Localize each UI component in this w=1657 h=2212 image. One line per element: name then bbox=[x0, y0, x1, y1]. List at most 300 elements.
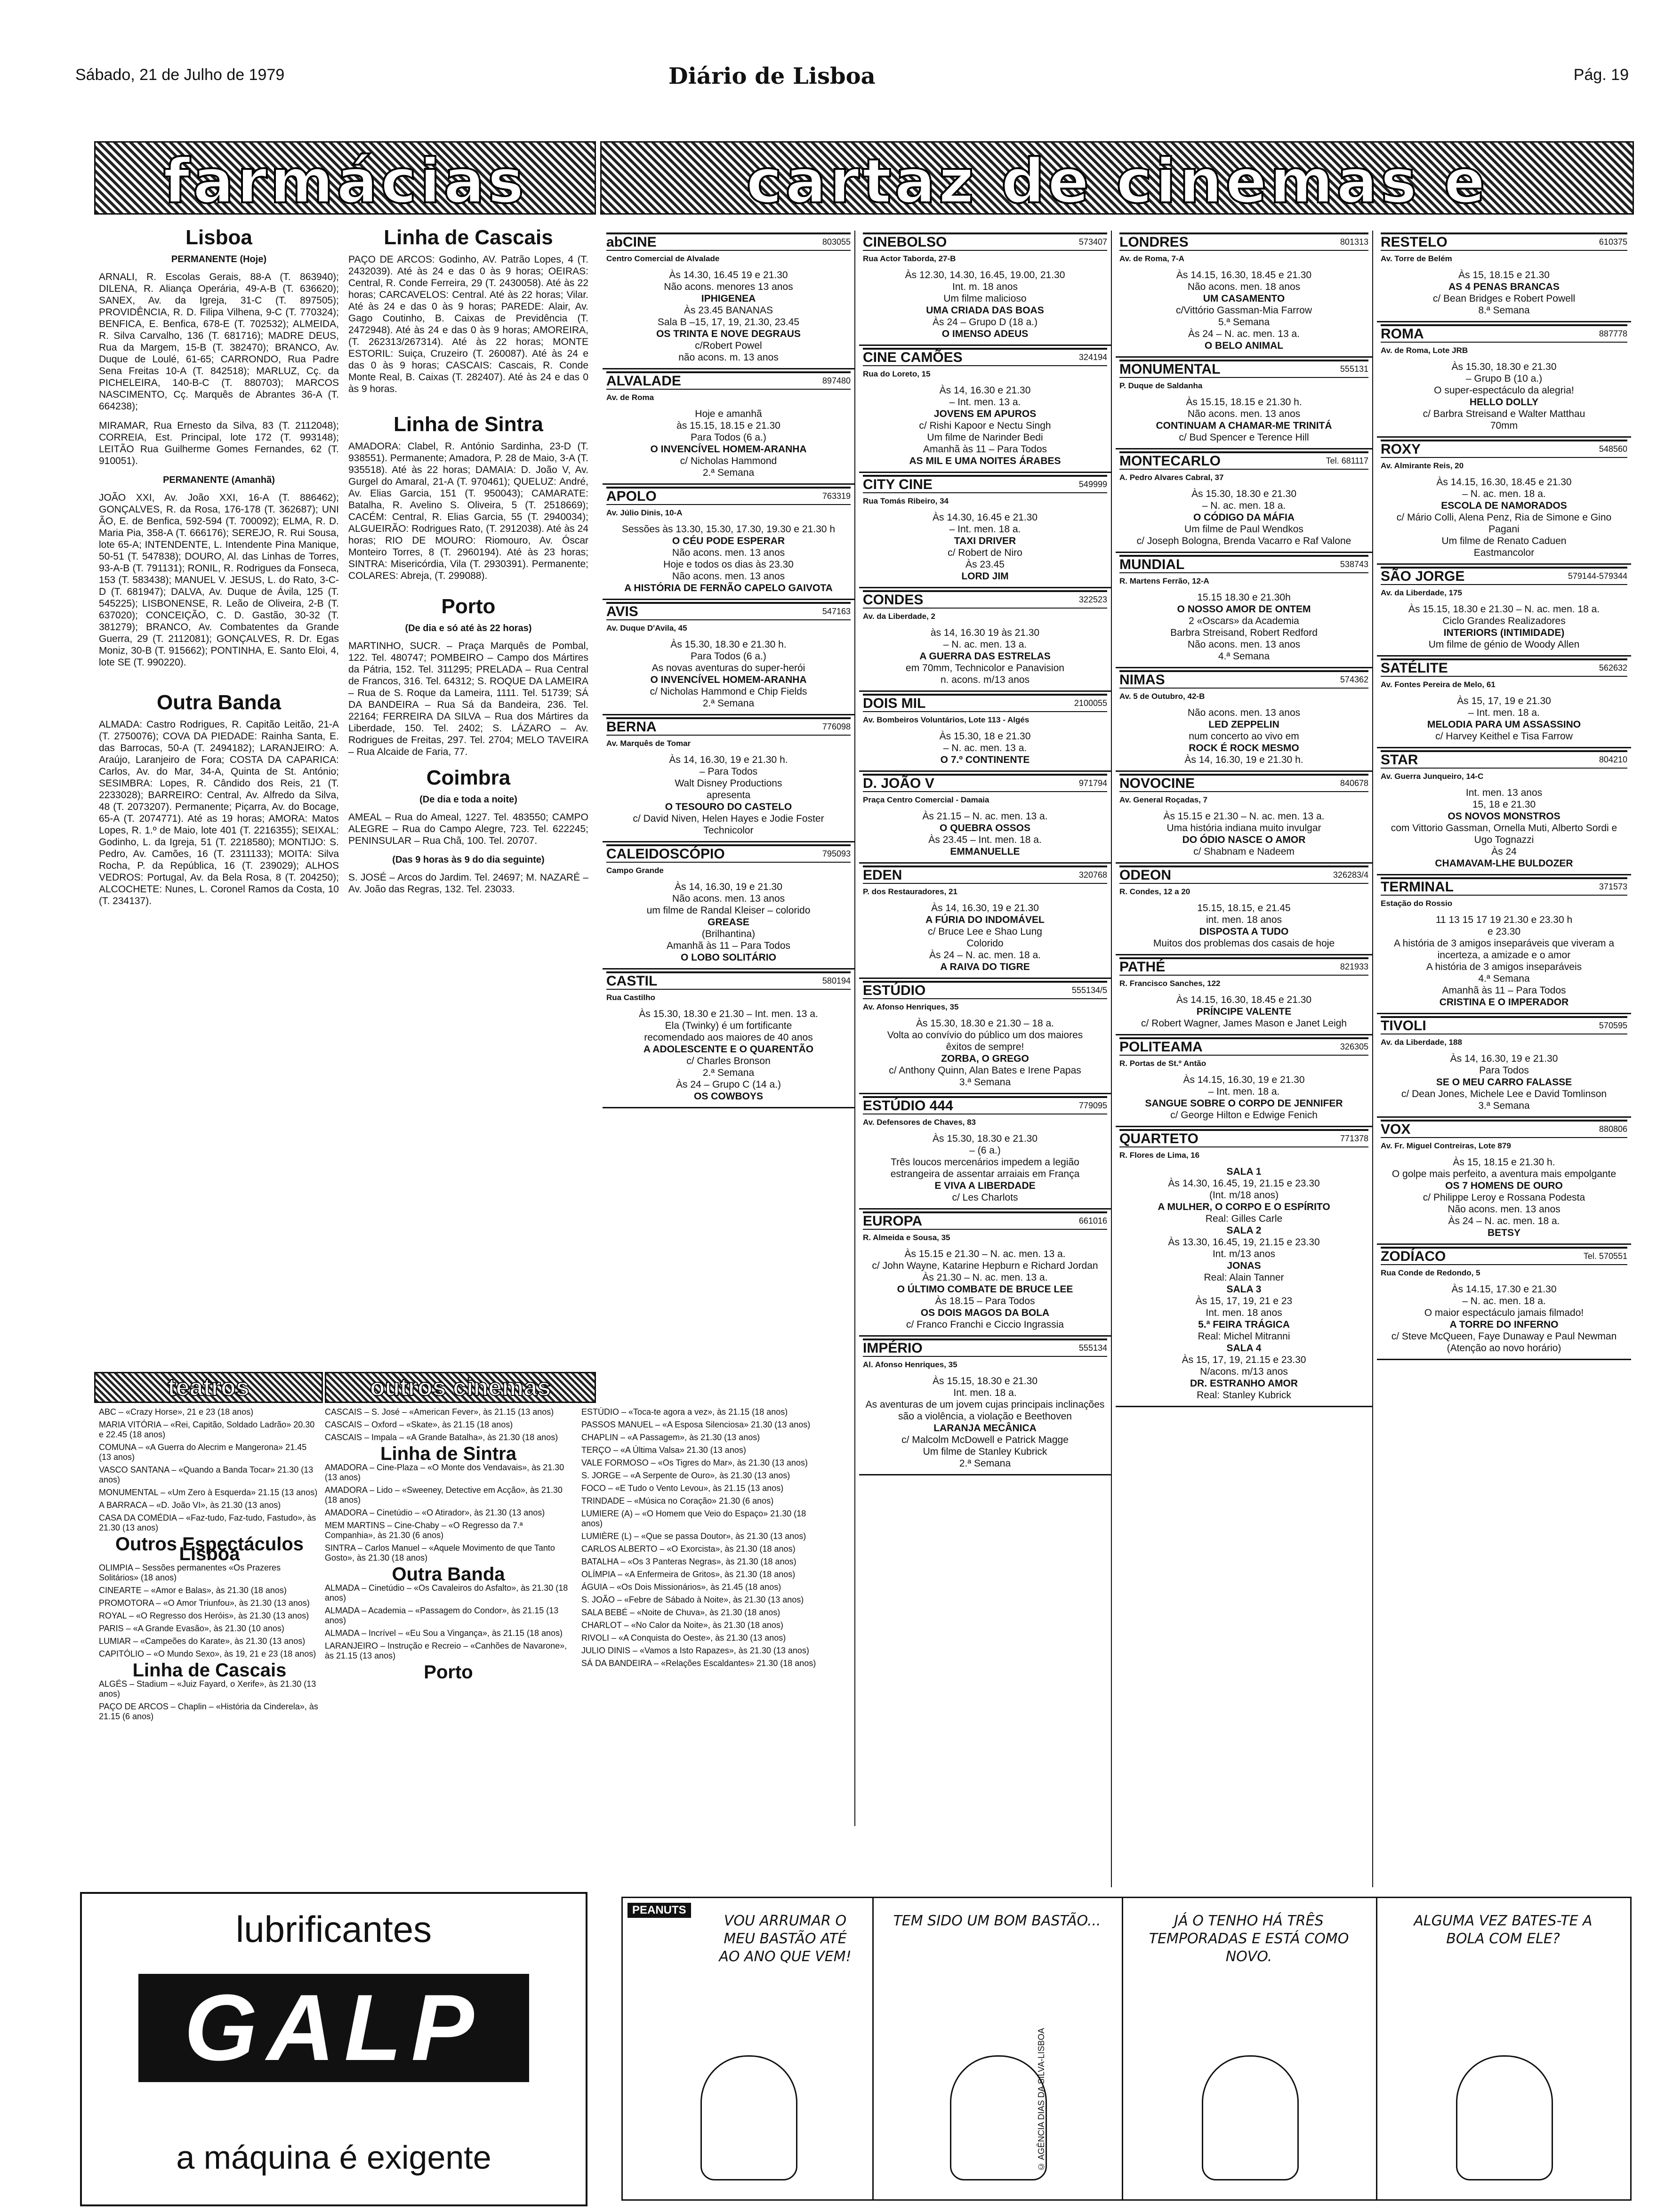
cinema-listing bbox=[603, 970, 854, 1108]
showtime-line: A história de 3 amigos inseparáveis bbox=[1426, 962, 1582, 972]
showtime-line: Muitos dos problemas dos casais de hoje bbox=[1153, 938, 1335, 949]
cinema-header bbox=[1119, 451, 1368, 470]
cinema-header bbox=[1119, 774, 1368, 792]
showtime-line: Às 15.30, 18.30 e 21.30 – 18 a. bbox=[916, 1018, 1054, 1029]
showtime-line: Um filme de Paul Wendkos bbox=[1184, 524, 1303, 535]
permanente-hoje: PERMANENTE (Hoje) bbox=[171, 254, 267, 264]
showtime-line: e 23.30 bbox=[1487, 926, 1521, 937]
cinema-listing bbox=[859, 692, 1111, 772]
showtime-line: 5.ª Semana bbox=[1218, 317, 1270, 328]
cinema-listing bbox=[859, 588, 1111, 692]
showtime-line: Às 14.30, 16.45 e 21.30 bbox=[932, 512, 1038, 523]
showtime-line: UMA CRIADA DAS BOAS bbox=[926, 305, 1044, 316]
lisboa-heading: Lisboa bbox=[185, 226, 252, 249]
cinema-phone: 2100055 bbox=[1074, 698, 1107, 708]
cinema-listing bbox=[1116, 1035, 1372, 1127]
cinema-name: EUROPA bbox=[863, 1213, 923, 1229]
cinema-phone: 661016 bbox=[1078, 1216, 1107, 1226]
lucy-figure bbox=[1456, 2055, 1553, 2180]
cinema-listing bbox=[859, 864, 1111, 979]
cinema-phone: 574362 bbox=[1340, 675, 1368, 684]
showtime-line: O CÓDIGO DA MÁFIA bbox=[1193, 512, 1295, 523]
cinema-header bbox=[1119, 670, 1368, 689]
cinema-name: AVIS bbox=[606, 604, 638, 619]
peanuts-comic-strip bbox=[621, 1897, 1632, 2201]
showtime-line: Int. men. 18 a. bbox=[953, 1387, 1017, 1398]
showtime-line: N/acons. m/13 anos bbox=[1200, 1366, 1288, 1377]
cinema-address: Av. General Roçadas, 7 bbox=[1119, 795, 1208, 804]
showtime-line: c/ Robert Wagner, James Mason e Janet Leigh bbox=[1141, 1018, 1347, 1029]
listing-item: SALA BEBÉ – «Noite de Chuva», às 21.30 (18 anos) bbox=[581, 1608, 780, 1617]
cinema-header bbox=[606, 844, 851, 863]
comic-panel-2 bbox=[872, 1898, 1123, 2199]
coimbra-heading: Coimbra bbox=[426, 766, 511, 789]
showtime-line: c/ Joseph Bologna, Brenda Vacarro e Raf Valone bbox=[1136, 536, 1351, 546]
cinema-address: Av. Júlio Dinis, 10-A bbox=[606, 508, 683, 517]
showtime-line: Às 15.30, 18.30 e 21.30 bbox=[1451, 361, 1557, 372]
cinema-listing bbox=[1116, 1127, 1372, 1407]
cinema-phone: 573407 bbox=[1078, 237, 1107, 247]
showtime-line: Não acons. men. 13 anos bbox=[672, 893, 785, 904]
cinema-address: Av. Torre de Belém bbox=[1381, 254, 1452, 263]
cinema-header bbox=[1119, 555, 1368, 573]
showtime-line: Para Todos (6 a.) bbox=[691, 651, 766, 662]
showtime-line: – (6 a.) bbox=[969, 1145, 1001, 1156]
cinema-header bbox=[1381, 1247, 1627, 1265]
showtime-line: BETSY bbox=[1487, 1227, 1520, 1238]
showtime-line: Às 23.45 – Int. men. 18 a. bbox=[928, 834, 1042, 845]
section-heading: Outros Espectáculos Lisboa bbox=[115, 1534, 304, 1564]
listing-item: JULIO DINIS – «Vamos a Isto Rapazes», às 21.30 (13 anos) bbox=[581, 1646, 809, 1655]
cinema-phone: 795093 bbox=[822, 849, 851, 858]
showtime-line: PRÍNCIPE VALENTE bbox=[1196, 1006, 1292, 1017]
cinema-header bbox=[863, 475, 1107, 493]
showtime-line: não acons. m. 13 anos bbox=[678, 352, 779, 363]
cinema-header bbox=[1119, 232, 1368, 251]
cinema-phone: 538743 bbox=[1340, 560, 1368, 569]
cinema-name: ROXY bbox=[1381, 441, 1421, 457]
cinema-header bbox=[606, 602, 851, 620]
listing-item: ÁGUIA – «Os Dois Missionários», às 21.45 (18 anos) bbox=[581, 1582, 781, 1592]
showtime-line: Não acons. men. 13 anos bbox=[672, 571, 785, 582]
cinema-header bbox=[863, 1338, 1107, 1357]
cinema-address: R. Portas de St.º Antão bbox=[1119, 1059, 1207, 1068]
cinema-name: CITY CINE bbox=[863, 477, 933, 492]
cartaz-banner: cartaz de cinemas e bbox=[600, 141, 1634, 215]
showtime-line: Real: Michel Mitranni bbox=[1198, 1331, 1290, 1342]
cinema-name: TIVOLI bbox=[1381, 1018, 1426, 1034]
charlie-brown-figure bbox=[1202, 2055, 1299, 2180]
listing-item: S. JORGE – «A Serpente de Ouro», às 21.30 (13 anos) bbox=[581, 1471, 790, 1480]
showtime-line: c/ Anthony Quinn, Alan Bates e Irene Papas bbox=[889, 1065, 1081, 1076]
showtime-line: Às 24 – Grupo C (14 a.) bbox=[676, 1079, 781, 1090]
cinema-name: MUNDIAL bbox=[1119, 557, 1185, 572]
showtime-line: Real: Alain Tanner bbox=[1204, 1272, 1284, 1283]
cinema-name: STAR bbox=[1381, 752, 1418, 768]
showtime-line: num concerto ao vivo em bbox=[1189, 731, 1299, 742]
showtime-line: Às 15, 18.15 e 21.30 bbox=[1458, 270, 1550, 281]
showtime-line: c/ Bean Bridges e Robert Powell bbox=[1432, 293, 1576, 304]
section-heading: Outra Banda bbox=[392, 1564, 505, 1585]
showtime-line: ZORBA, O GREGO bbox=[941, 1053, 1029, 1064]
showtime-line: O INVENCÍVEL HOMEM-ARANHA bbox=[650, 674, 807, 685]
speech-bubble-4: ALGUMA VEZ BATES-TE A BOLA COM ELE? bbox=[1414, 1913, 1593, 1947]
cinema-listing bbox=[1377, 657, 1631, 748]
permanente-amanha: PERMANENTE (Amanhã) bbox=[163, 475, 275, 485]
showtime-line: Às 14, 16.30, 19 e 21.30 bbox=[675, 882, 782, 892]
cinema-phone: 326283/4 bbox=[1333, 870, 1368, 880]
showtime-line: O CÉU PODE ESPERAR bbox=[672, 536, 785, 546]
cinema-header bbox=[863, 694, 1107, 712]
cinema-listing bbox=[1116, 553, 1372, 668]
showtime-line: CONTINUAM A CHAMAR-ME TRINITÁ bbox=[1156, 420, 1332, 431]
cinema-address: Av. da Liberdade, 188 bbox=[1381, 1038, 1462, 1047]
cinema-address: R. Martens Ferrão, 12-A bbox=[1119, 577, 1209, 585]
cinema-phone: 324194 bbox=[1078, 353, 1107, 362]
cinema-address: Rua Tomás Ribeiro, 34 bbox=[863, 497, 949, 505]
cinema-column-3 bbox=[1116, 231, 1373, 1887]
cinema-address: P. Duque de Saldanha bbox=[1119, 381, 1203, 390]
cinema-phone: 580194 bbox=[822, 976, 851, 986]
showtime-line: A RAIVA DO TIGRE bbox=[940, 962, 1030, 972]
cinema-name: CALEIDOSCÓPIO bbox=[606, 846, 725, 862]
showtime-line: Real: Stanley Kubrick bbox=[1197, 1390, 1291, 1401]
showtime-line: A ADOLESCENTE E O QUARENTÃO bbox=[643, 1044, 814, 1055]
showtime-line: Um filme malicioso bbox=[943, 293, 1027, 304]
showtime-line: SALA 1 bbox=[1226, 1166, 1262, 1177]
showtime-line: O LOBO SOLITÁRIO bbox=[681, 952, 776, 963]
listing-item: LUMIERE (A) – «O Homem que Veio do Espaço» 21.30 (18 anos) bbox=[581, 1509, 806, 1528]
showtime-line: Para Todos bbox=[1479, 1065, 1529, 1076]
showtime-line: AS 4 PENAS BRANCAS bbox=[1448, 281, 1560, 292]
porto-heading: Porto bbox=[441, 595, 496, 618]
cinema-header bbox=[1381, 324, 1627, 343]
cinema-address: Praça Centro Comercial - Damaia bbox=[863, 795, 989, 804]
cinema-name: BERNA bbox=[606, 719, 657, 735]
cinema-column-4 bbox=[1377, 231, 1631, 1887]
cinema-name: QUARTETO bbox=[1119, 1131, 1199, 1146]
section-heading: Linha de Cascais bbox=[132, 1660, 287, 1681]
listing-item: CHAPLIN – «A Passagem», às 21.30 (13 anos) bbox=[581, 1433, 760, 1442]
listing-item: PASSOS MANUEL – «A Esposa Silenciosa» 21.30 (13 anos) bbox=[581, 1420, 811, 1429]
showtime-line: OS 7 HOMENS DE OURO bbox=[1445, 1180, 1563, 1191]
cinema-name: CINEBOLSO bbox=[863, 234, 947, 250]
showtime-line: Int. m. 18 anos bbox=[952, 281, 1018, 292]
cinema-listing bbox=[1377, 438, 1631, 565]
showtime-line: Um filme de Stanley Kubrick bbox=[923, 1446, 1047, 1457]
showtime-line: UM CASAMENTO bbox=[1203, 293, 1285, 304]
farm-lisboa-list: ARNALI, R. Escolas Gerais, 88-A (T. 863940); DILENA, R. Aliança Operária, 49-A-B (T. 636620); SANEX, Av. da Igreja, 31-C (T. 897505); PROVIDÊNCIA, R. D. Filipa Vilhena, 9-C (T. 770324); BENFICA, E. Benfica, 678-E (T. 702532); ALMEIDA, R. Silva Carvalho, 136 (T. 681716); MADRE DEUS, Rua da Margem, 15-B (T. 382470); BRANCO, Av. Duque de Loulé, 61-65; CARRONDO, Rua Padre Sena Freitas 10-A (T. 842518); MARLUZ, Cç. da PICHELEIRA, 140-B-C (T. 880703); MARCOS NASCIMENTO, Cç. Marquês de Abrantes 36-A (T. 664238); bbox=[99, 272, 339, 412]
listing-item: A BARRACA – «D. João VI», às 21.30 (13 anos) bbox=[99, 1500, 281, 1510]
showtime-line: Amanhã às 11 – Para Todos bbox=[1442, 985, 1566, 996]
showtime-line: AS MIL E UMA NOITES ÁRABES bbox=[909, 456, 1061, 466]
farm-cascais-list: PAÇO DE ARCOS: Godinho, AV. Patrão Lopes, 4 (T. 2432039). Até às 24 e das 0 às 9 horas; OEIRAS: Central, R. Conde Ferreira, 29 (T. 2430058). Até às 22 horas; CARCAVELOS: Central. Até às 22 horas; Vilar. Até às 24 e das 0 às 9 horas; PAREDE: Alair, Av. Gago Coutinho, B. Caixas de Previdência (T. 2472948). Até às 24 e das 0 às 9 horas; AMOREIRA, (T. 262313/267314). Até às 22 horas; MONTE ESTORIL: Suiça, Cruzeiro (T. 260087). Até às 24 e das 0 às 9 horas; CASCAIS: Cascais, R. Conde Monte Real, B. Caixas (T. 282407). Até às 24 e das 0 às 9 horas. bbox=[348, 254, 588, 394]
porto-sub: (De dia e só até às 22 horas) bbox=[405, 623, 532, 633]
showtime-line: c/Vittório Gassman-Mia Farrow bbox=[1175, 305, 1312, 316]
cinema-name: ALVALADE bbox=[606, 373, 681, 389]
showtime-line: – N. ac. men. 13 a. bbox=[943, 743, 1027, 753]
listing-item: CASA DA COMÉDIA – «Faz-tudo, Faz-tudo, Fastudo», às 21.30 (13 anos) bbox=[99, 1513, 316, 1532]
showtime-line: int. men. 18 anos bbox=[1206, 914, 1282, 925]
farm-coimbra-list-2: S. JOSÉ – Arcos do Jardim. Tel. 24697; M. NAZARÉ – Av. João das Regras, 132. Tel. 23033. bbox=[348, 872, 588, 895]
listing-item: SINTRA – Carlos Manuel – «Aquele Movimento de que Tanto Gosto», às 21.30 (18 anos) bbox=[325, 1543, 555, 1563]
cinema-listing bbox=[859, 473, 1111, 588]
showtime-line: Não acons. menores 13 anos bbox=[664, 281, 793, 292]
showtime-line: Int. m/13 anos bbox=[1212, 1249, 1276, 1259]
showtime-line: Real: Gilles Carle bbox=[1205, 1213, 1283, 1224]
showtime-line: 15.15 18.30 e 21.30h bbox=[1197, 592, 1291, 603]
showtime-line: Às 21.30 – N. ac. men. 13 a. bbox=[922, 1272, 1048, 1283]
showtime-line: c/ George Hilton e Edwige Fenich bbox=[1170, 1110, 1318, 1121]
cinema-address: Av. de Roma bbox=[606, 393, 654, 402]
listing-item: MARIA VITÓRIA – «Rei, Capitão, Soldado Ladrão» 20.30 e 22.45 (18 anos) bbox=[99, 1420, 315, 1439]
showtime-line: – N. ac. men. 18 a. bbox=[1462, 1296, 1546, 1306]
showtime-line: 2 «Oscars» da Academia bbox=[1189, 616, 1299, 626]
galp-logo: GALP bbox=[138, 1974, 529, 2082]
cinema-listing bbox=[603, 715, 854, 842]
showtime-line: Às 23.45 bbox=[965, 559, 1005, 570]
listing-item: FOCO – «E Tudo o Vento Levou», às 21.15 (13 anos) bbox=[581, 1483, 784, 1493]
cinema-listing bbox=[859, 772, 1111, 864]
cinema-listing bbox=[1377, 1014, 1631, 1118]
showtime-line: Às 14, 16.30, 19 e 21.30 h. bbox=[1184, 754, 1303, 765]
showtime-line: Às 15.15 e 21.30 – N. ac. men. 13 a. bbox=[904, 1249, 1066, 1259]
listing-item: CAPITÓLIO – «O Mundo Sexo», às 19, 21 e 23 (18 anos) bbox=[99, 1649, 316, 1659]
cinema-name: CINE CAMÕES bbox=[863, 350, 963, 365]
cinema-address: Av. Fontes Pereira de Melo, 61 bbox=[1381, 680, 1496, 689]
listing-item: LUMIÈRE (L) – «Que se passa Doutor», às 21.30 (13 anos) bbox=[581, 1531, 806, 1541]
showtime-line: O BELO ANIMAL bbox=[1204, 340, 1284, 351]
showtime-line: n. acons. m/13 anos bbox=[940, 674, 1030, 685]
cinema-listing bbox=[1377, 565, 1631, 657]
cinema-listing bbox=[1116, 772, 1372, 864]
showtime-line: 2.ª Semana bbox=[702, 1067, 755, 1078]
cinema-address: Av. Almirante Reis, 20 bbox=[1381, 461, 1464, 470]
showtime-line: OS DOIS MAGOS DA BOLA bbox=[920, 1307, 1050, 1318]
cinema-header bbox=[1119, 866, 1368, 884]
showtime-line: êxitos de sempre! bbox=[946, 1042, 1024, 1052]
showtime-line: (Atenção ao novo horário) bbox=[1447, 1343, 1561, 1354]
cinema-address: Rua Actor Taborda, 27-B bbox=[863, 254, 956, 263]
showtime-line: Não acons. men. 13 anos bbox=[1187, 409, 1301, 419]
showtime-line: Um filme de Narinder Bedi bbox=[927, 432, 1043, 443]
listing-item: COMUNA – «A Guerra do Alecrim e Mangerona» 21.45 (13 anos) bbox=[99, 1443, 307, 1462]
showtime-line: Às 15, 17, 19, 21 e 23 bbox=[1195, 1296, 1293, 1306]
cinema-phone: 771378 bbox=[1340, 1134, 1368, 1143]
showtime-line: Às 15.30, 18.30 e 21.30 h. bbox=[670, 639, 787, 650]
farmacias-banner: farmácias bbox=[94, 141, 596, 215]
showtime-line: OS NOVOS MONSTROS bbox=[1448, 811, 1560, 822]
showtime-line: Sessões às 13.30, 15.30, 17.30, 19.30 e 21.30 h bbox=[621, 524, 836, 535]
showtime-line: GREASE bbox=[708, 917, 749, 928]
showtime-line: LARANJA MECÂNICA bbox=[933, 1423, 1037, 1434]
listing-item: AMADORA – Cinetúdio – «O Atirador», às 21.30 (13 anos) bbox=[325, 1508, 545, 1517]
showtime-line: SALA 4 bbox=[1226, 1343, 1262, 1354]
showtime-line: Às 15, 18.15 e 21.30 h. bbox=[1453, 1157, 1555, 1168]
showtime-line: c/ Robert de Niro bbox=[948, 547, 1022, 558]
farm-sintra-list: AMADORA: Clabel, R. António Sardinha, 23-D (T. 938551). Permanente; Amadora, P. 28 de Maio, 3-A (T. 935518). Até às 22 horas; DAMAIA: D. João V, Av. Gurgel do Amaral, 21-A (T. 970461); QUELUZ: André, Av. Elias Garcia, 151 (T. 950043); CAMARATE: Batalha, R. Avelino S. Oliveira, 5 (T. 2518669); CACÉM: Central, R. Elias Garcia, 55 (T. 2940034); ALGUEIRÃO: Rodrigues Rato, (T. 2912038). Até às 24 horas; RIO DE MOURO: Riomouro, Av. Óscar Monteiro Torres, 8 (T. 2960194). Até às 23 horas; SINTRA: Misericórdia, Vila (T. 2930391). Permanente; COLARES: Abreja, (T. 299088). bbox=[348, 441, 588, 581]
showtime-line: Às 14.15, 17.30 e 21.30 bbox=[1451, 1284, 1557, 1295]
cinema-header bbox=[1381, 658, 1627, 677]
cinema-listing bbox=[603, 485, 854, 600]
page-header bbox=[75, 63, 1629, 99]
listing-item: CASCAIS – Oxford – «Skate», às 21.15 (18 anos) bbox=[325, 1420, 513, 1429]
showtime-line: Amanhã às 11 – Para Todos bbox=[666, 940, 791, 951]
cinema-header bbox=[1381, 1016, 1627, 1034]
showtime-line: Às 24 – N. ac. men. 13 a. bbox=[1188, 329, 1300, 339]
showtime-line: c/ John Wayne, Katarine Hepburn e Richard Jordan bbox=[872, 1260, 1098, 1271]
listing-item: ALMADA – Academia – «Passagem do Condor», às 21.15 (13 anos) bbox=[325, 1606, 559, 1625]
comic-credit: © AGÊNCIA DIAS DA SILVA-LISBOA bbox=[1037, 2028, 1046, 2171]
cinema-phone: 779095 bbox=[1078, 1101, 1107, 1110]
cinema-address: Av. Bombeiros Voluntários, Lote 113 - Algés bbox=[863, 715, 1030, 724]
listing-item: CASCAIS – S. José – «American Fever», às 21.15 (13 anos) bbox=[325, 1407, 554, 1417]
showtime-line: A TORRE DO INFERNO bbox=[1449, 1319, 1559, 1330]
showtime-line: Não acons. men. 13 anos bbox=[1187, 707, 1301, 718]
showtime-line: O 7.º CONTINENTE bbox=[940, 754, 1030, 765]
cinema-listing bbox=[859, 1094, 1111, 1210]
showtime-line: Sala B –15, 17, 19, 21.30, 23.45 bbox=[657, 317, 800, 328]
showtime-line: Não acons. men. 18 anos bbox=[1187, 281, 1301, 292]
cinema-address: Campo Grande bbox=[606, 866, 664, 875]
listing-item: ABC – «Crazy Horse», 21 e 23 (18 anos) bbox=[99, 1407, 254, 1417]
showtime-line: DO ÓDIO NASCE O AMOR bbox=[1182, 834, 1306, 845]
showtime-line: Às 14.15, 16.30, 19 e 21.30 bbox=[1183, 1074, 1305, 1085]
cinema-phone: 555131 bbox=[1340, 364, 1368, 374]
showtime-line: SANGUE SOBRE O CORPO DE JENNIFER bbox=[1145, 1098, 1343, 1109]
showtime-line: com Vittorio Gassman, Ornella Muti, Alberto Sordi e Ugo Tognazzi bbox=[1391, 823, 1617, 845]
cinema-address: Av. da Liberdade, 175 bbox=[1381, 588, 1462, 597]
showtime-line: SALA 3 bbox=[1226, 1284, 1262, 1295]
speech-bubble-3: JÁ O TENHO HÁ TRÊS TEMPORADAS E ESTÁ COMO NOVO. bbox=[1149, 1913, 1349, 1965]
showtime-line: c/ Philippe Leroy e Rossana Podesta bbox=[1423, 1192, 1585, 1203]
listing-item: ALGÉS – Stadium – «Juiz Fayard, o Xerife», às 21.30 (13 anos) bbox=[99, 1679, 316, 1699]
cinema-header bbox=[1119, 1037, 1368, 1056]
teatros-banner: teatros bbox=[94, 1372, 323, 1403]
cinema-column-2 bbox=[859, 231, 1112, 1887]
cinema-phone: Tel. 570551 bbox=[1583, 1251, 1627, 1261]
showtime-line: E VIVA A LIBERDADE bbox=[934, 1180, 1036, 1191]
showtime-line: 5.ª FEIRA TRÁGICA bbox=[1198, 1319, 1290, 1330]
showtime-line: Às 14.30, 16.45 19 e 21.30 bbox=[669, 270, 788, 281]
listing-item: PAÇO DE ARCOS – Chaplin – «História da Cinderela», às 21.15 (6 anos) bbox=[99, 1702, 318, 1721]
listing-item: OLIMPIA – Sessões permanentes «Os Prazeres Solitários» (18 anos) bbox=[99, 1563, 281, 1582]
showtime-line: Às 15.30, 18.30 e 21.30 – Int. men. 13 a. bbox=[639, 1009, 818, 1019]
showtime-line: c/ Rishi Kapoor e Nectu Singh bbox=[919, 420, 1051, 431]
cinema-header bbox=[606, 971, 851, 990]
cinema-address: Av. Duque D'Avila, 45 bbox=[606, 624, 687, 633]
cinema-address: Rua do Loreto, 15 bbox=[863, 369, 931, 378]
showtime-line: – Int. men. 18 a. bbox=[1208, 1086, 1280, 1097]
showtime-line: Um filme de génio de Woody Allen bbox=[1428, 639, 1580, 650]
cinema-header bbox=[863, 981, 1107, 999]
charlie-brown-figure bbox=[950, 2055, 1047, 2180]
showtime-line: INTERIORS (INTIMIDADE) bbox=[1443, 627, 1565, 638]
showtime-line: c/ Les Charlots bbox=[952, 1192, 1018, 1203]
showtime-line: c/ Mário Colli, Alena Penz, Ria de Simone e Gino Pagani bbox=[1396, 512, 1612, 535]
ad-line-2: a máquina é exigente bbox=[176, 2139, 491, 2176]
section-heading: Linha de Sintra bbox=[380, 1443, 516, 1464]
cinema-listing bbox=[859, 346, 1111, 473]
listing-item: OLÍMPIA – «A Enfermeira de Gritos», às 21.30 (18 anos) bbox=[581, 1570, 796, 1579]
showtime-line: Às 12.30, 14.30, 16.45, 19.00, 21.30 bbox=[905, 270, 1065, 281]
listing-item: VALE FORMOSO – «Os Tigres do Mar», às 21.30 (13 anos) bbox=[581, 1458, 808, 1467]
cinema-listing bbox=[1116, 358, 1372, 449]
cinema-phone: 555134/5 bbox=[1071, 986, 1107, 995]
showtime-line: O super-espectáculo da alegria! bbox=[1434, 385, 1574, 396]
listing-item: AMADORA – Lido – «Sweeney, Detective em Acção», às 21.30 (18 anos) bbox=[325, 1485, 563, 1505]
cinema-address: Av. da Liberdade, 2 bbox=[863, 612, 935, 621]
showtime-line: O TESOURO DO CASTELO bbox=[665, 801, 792, 812]
showtime-line: 3.ª Semana bbox=[959, 1077, 1011, 1088]
showtime-line: TAXI DRIVER bbox=[954, 536, 1016, 546]
showtime-line: EMMANUELLE bbox=[950, 846, 1020, 857]
showtime-line: Walt Disney Productions bbox=[675, 778, 782, 789]
galp-advertisement bbox=[80, 1892, 587, 2206]
outra-banda-heading: Outra Banda bbox=[156, 691, 282, 714]
cinema-address: Av. 5 de Outubro, 42-B bbox=[1119, 692, 1205, 701]
showtime-line: O maior espectáculo jamais filmado! bbox=[1424, 1307, 1584, 1318]
cinema-name: SATÉLITE bbox=[1381, 660, 1448, 676]
cinema-header bbox=[1381, 877, 1627, 896]
showtime-line: O NOSSO AMOR DE ONTEM bbox=[1177, 604, 1311, 615]
showtime-line: A GUERRA DAS ESTRELAS bbox=[919, 651, 1051, 662]
cinema-listing bbox=[1116, 231, 1372, 358]
cinema-listing bbox=[1377, 1118, 1631, 1245]
cinema-header bbox=[606, 717, 851, 736]
cinema-name: DOIS MIL bbox=[863, 696, 926, 711]
cinema-phone: 804210 bbox=[1599, 755, 1627, 764]
farm-amanha-list: JOÃO XXI, Av. João XXI, 16-A (T. 886462); GONÇALVES, R. da Rosa, 176-178 (T. 362687); UNI ÃO, E. de Benfica, 592-594 (T. 700092); ELMA, R. D. Maria Pia, 358-A (T. 666176); SEREJO, R. Rui Sousa, lote 65-A; INTENDENTE, L. Intendente Pina Manique, 50-51 (T. 547838); DOURO, Al. das Linhas de Torres, 93-A-B (T. 791131); RONIL, R. Rodrigues da Fonseca, 153 (T. 583438); MANUEL V. JESUS, L. do Rato, 3-C-D (T. 681947); DALVA, Av. Duque de Ávila, 125 (T. 545225); LISBONENSE, R. Leão de Oliveira, 2-B (T. 637020); CONCEIÇÃO, C. D. Gastão, 30-32 (T. 381279); BRANCO, Av. Combatentes da Grande Guerra, 29 (T. 2112081); GONÇALVES, R. Dr. Egas Moniz, 30-B (T. 915662); PONTINHA, E. Santo Eloi, 4, lote SE (T. 990220). bbox=[99, 492, 339, 668]
cinema-header bbox=[1381, 1120, 1627, 1138]
speech-bubble-2: TEM SIDO UM BOM BASTÃO... bbox=[893, 1913, 1101, 1929]
showtime-line: Não acons. men. 13 anos bbox=[672, 547, 785, 558]
cinema-header bbox=[1381, 232, 1627, 251]
showtime-line: Às 15.30, 18.30 e 21.30 bbox=[932, 1133, 1038, 1144]
showtime-line: – Para Todos bbox=[699, 766, 758, 777]
farmacias-column-1 bbox=[99, 221, 339, 914]
coimbra-sub: (De dia e toda a noite) bbox=[419, 794, 517, 805]
comic-panel-3 bbox=[1122, 1898, 1377, 2199]
cinema-listing bbox=[1377, 875, 1631, 1014]
showtime-line: c/ David Niven, Helen Hayes e Jodie Foster bbox=[633, 813, 824, 824]
listing-item: AMADORA – Cine-Plaza – «O Monte dos Vendavais», às 21.30 (13 anos) bbox=[325, 1463, 564, 1482]
cinema-header bbox=[863, 348, 1107, 366]
showtime-line: Às 24 – N. ac. men. 18 a. bbox=[1448, 1216, 1560, 1226]
ad-line-1: lubrificantes bbox=[235, 1908, 432, 1950]
showtime-line: c/ Shabnam e Nadeem bbox=[1193, 846, 1295, 857]
showtime-line: Às 14.30, 16.45, 19, 21.15 e 23.30 bbox=[1168, 1178, 1320, 1189]
section-heading: Porto bbox=[424, 1662, 473, 1683]
farm-outra-banda-list: ALMADA: Castro Rodrigues, R. Capitão Leitão, 21-A (T. 2750076); COVA DA PIEDADE: Rainha Santa, E. das Barrocas, 50-A (T. 2494182); LARANJEIRO: A. Araújo, Laranjeiro de Fora; COSTA DA CAPARICA: Carlos, Av. do Mar, 34-A, Quinta de St. António; SESIMBRA: Lopes, R. Cândido dos Reis, 21 (T. 2233028); BARREIRO: Central, Av. Alfredo da Silva, 48 (T. 2073207). Permanente; Piçarra, Av. do Bocage, 65-A (T. 2074771). Até as 19 horas; AMORA: Matos Lopes, R. 1.º de Maio, lote 401 (T. 2216355); SEIXAL: Godinho, L. da Igreja, 51 (T. 2218580); MONTIJO: S. Pedro, Av. Camões, 16 (T. 2311133); MOITA: Silva Rocha, P. da República, 16 (T. 239029); ALHOS VEDROS: Portugal, Av. da Bela Rosa, 8 (T. 204250); ALCOCHETE: Nunes, L. Coronel Ramos da Costa, 10 (T. 234137). bbox=[99, 719, 339, 906]
showtime-line: CHAMAVAM-LHE BULDOZER bbox=[1435, 858, 1573, 869]
showtime-line: c/ Barbra Streisand e Walter Matthau bbox=[1423, 409, 1585, 419]
showtime-line: 11 13 15 17 19 21.30 e 23.30 h bbox=[1435, 914, 1573, 925]
cinema-listing bbox=[603, 842, 854, 970]
showtime-line: A história de 3 amigos inseparáveis que viveram a incerteza, a amizade e o amor bbox=[1393, 938, 1615, 961]
showtime-line: 2.ª Semana bbox=[702, 467, 755, 478]
comic-title: PEANUTS bbox=[627, 1903, 691, 1918]
showtime-line: c/ Nicholas Hammond bbox=[680, 456, 777, 466]
showtime-line: O QUEBRA OSSOS bbox=[940, 823, 1030, 834]
listing-item: MONUMENTAL – «Um Zero à Esquerda» 21.15 (13 anos) bbox=[99, 1488, 318, 1497]
showtime-line: JOVENS EM APUROS bbox=[933, 409, 1037, 419]
showtime-line: MELODIA PARA UM ASSASSINO bbox=[1427, 719, 1581, 730]
cinema-listing bbox=[603, 600, 854, 715]
cinema-address: Av. Defensores de Chaves, 83 bbox=[863, 1118, 976, 1127]
cinema-phone: Tel. 681117 bbox=[1326, 456, 1368, 465]
showtime-line: Ela (Twinky) é um fortificante bbox=[665, 1020, 792, 1031]
